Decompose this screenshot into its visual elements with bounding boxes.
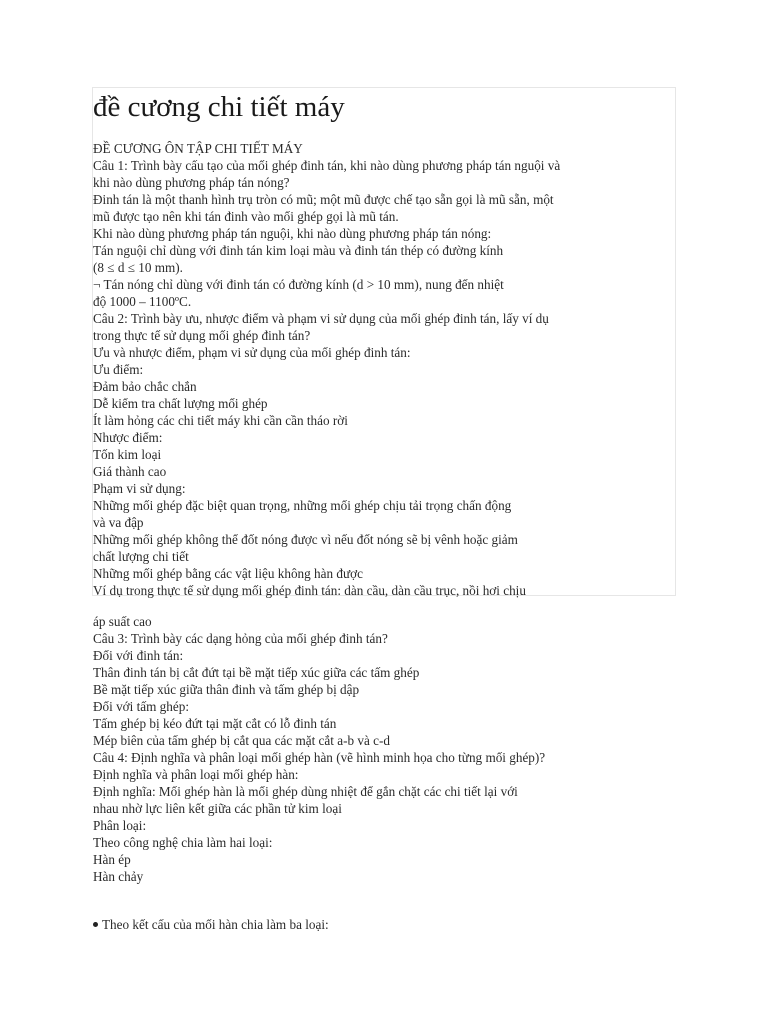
doc-line: Ví dụ trong thực tế sử dụng mối ghép đinh tán: dàn cầu, dàn cầu trục, nồi hơi chịu <box>93 583 526 598</box>
doc-line: Hàn ép <box>93 852 131 867</box>
doc-line: Ưu và nhược điểm, phạm vi sử dụng của mối ghép đinh tán: <box>93 345 411 360</box>
doc-line: mũ được tạo nên khi tán đinh vào mối ghép gọi là mũ tán. <box>93 209 399 224</box>
doc-line: áp suất cao <box>93 614 152 629</box>
doc-line: Đinh tán là một thanh hình trụ tròn có mũ; một mũ được chế tạo sẵn gọi là mũ sẵn, một <box>93 192 554 207</box>
doc-line: Theo công nghệ chia làm hai loại: <box>93 835 273 850</box>
doc-line: Ưu điểm: <box>93 362 144 377</box>
doc-line: Hàn chảy <box>93 869 144 884</box>
doc-line: Phạm vi sử dụng: <box>93 481 186 496</box>
doc-line: Nhược điểm: <box>93 430 163 445</box>
doc-line: Giá thành cao <box>93 464 167 479</box>
doc-line: độ 1000 – 1100ºC. <box>93 294 192 309</box>
doc-line: khi nào dùng phương pháp tán nóng? <box>93 175 290 190</box>
doc-line: Khi nào dùng phương pháp tán nguội, khi nào dùng phương pháp tán nóng: <box>93 226 492 241</box>
doc-line: và va đập <box>93 515 144 530</box>
doc-line: Tán nguội chỉ dùng với đinh tán kim loại màu và đinh tán thép có đường kính <box>93 243 504 258</box>
doc-line: Những mối ghép đặc biệt quan trọng, những mối ghép chịu tải trọng chấn động <box>93 498 512 513</box>
doc-line: Đảm bảo chắc chắn <box>93 379 197 394</box>
doc-line: Bề mặt tiếp xúc giữa thân đinh và tấm ghép bị dập <box>93 682 360 697</box>
bullet-icon <box>93 922 98 927</box>
doc-line: nhau nhờ lực liên kết giữa các phần tử kim loại <box>93 801 342 816</box>
doc-line: trong thực tế sử dụng mối ghép đinh tán? <box>93 328 311 343</box>
doc-line: chất lượng chi tiết <box>93 549 189 564</box>
doc-line: Câu 2: Trình bày ưu, nhược điểm và phạm vi sử dụng của mối ghép đinh tán, lấy ví dụ <box>93 311 549 326</box>
bullet-list-item <box>93 917 329 933</box>
doc-line: Dễ kiểm tra chất lượng mối ghép <box>93 396 268 411</box>
doc-line: Những mối ghép bằng các vật liệu không hàn được <box>93 566 363 581</box>
doc-line: Tốn kim loại <box>93 447 162 462</box>
doc-line: ¬ Tán nóng chỉ dùng với đinh tán có đường kính (d > 10 mm), nung đến nhiệt <box>93 277 504 292</box>
doc-line: Câu 4: Định nghĩa và phân loại mối ghép hàn (vẽ hình minh họa cho từng mối ghép)? <box>93 750 546 765</box>
doc-line: ĐỀ CƯƠNG ÔN TẬP CHI TIẾT MÁY <box>93 141 303 156</box>
doc-line: Định nghĩa và phân loại mối ghép hàn: <box>93 767 299 782</box>
document-title: đề cương chi tiết máy <box>93 91 345 123</box>
doc-line: (8 ≤ d ≤ 10 mm). <box>93 260 183 275</box>
doc-line: Đối với đinh tán: <box>93 648 184 663</box>
doc-line: Phân loại: <box>93 818 147 833</box>
doc-line: Tấm ghép bị kéo đứt tại mặt cắt có lỗ đinh tán <box>93 716 337 731</box>
doc-line: Ít làm hỏng các chi tiết máy khi cần cần tháo rời <box>93 413 348 428</box>
bullet-text: Theo kết cấu của mối hàn chia làm ba loại: <box>102 917 329 932</box>
doc-line: Định nghĩa: Mối ghép hàn là mối ghép dùng nhiệt để gắn chặt các chi tiết lại với <box>93 784 518 799</box>
doc-line: Câu 3: Trình bày các dạng hỏng của mối ghép đinh tán? <box>93 631 388 646</box>
doc-line: Thân đinh tán bị cắt đứt tại bề mặt tiếp xúc giữa các tấm ghép <box>93 665 420 680</box>
doc-line: Đối với tấm ghép: <box>93 699 189 714</box>
doc-line: Những mối ghép không thể đốt nóng được vì nếu đốt nóng sẽ bị vênh hoặc giảm <box>93 532 518 547</box>
doc-line: Câu 1: Trình bày cấu tạo của mối ghép đinh tán, khi nào dùng phương pháp tán nguội và <box>93 158 561 173</box>
doc-line: Mép biên của tấm ghép bị cắt qua các mặt cắt a-b và c-d <box>93 733 390 748</box>
